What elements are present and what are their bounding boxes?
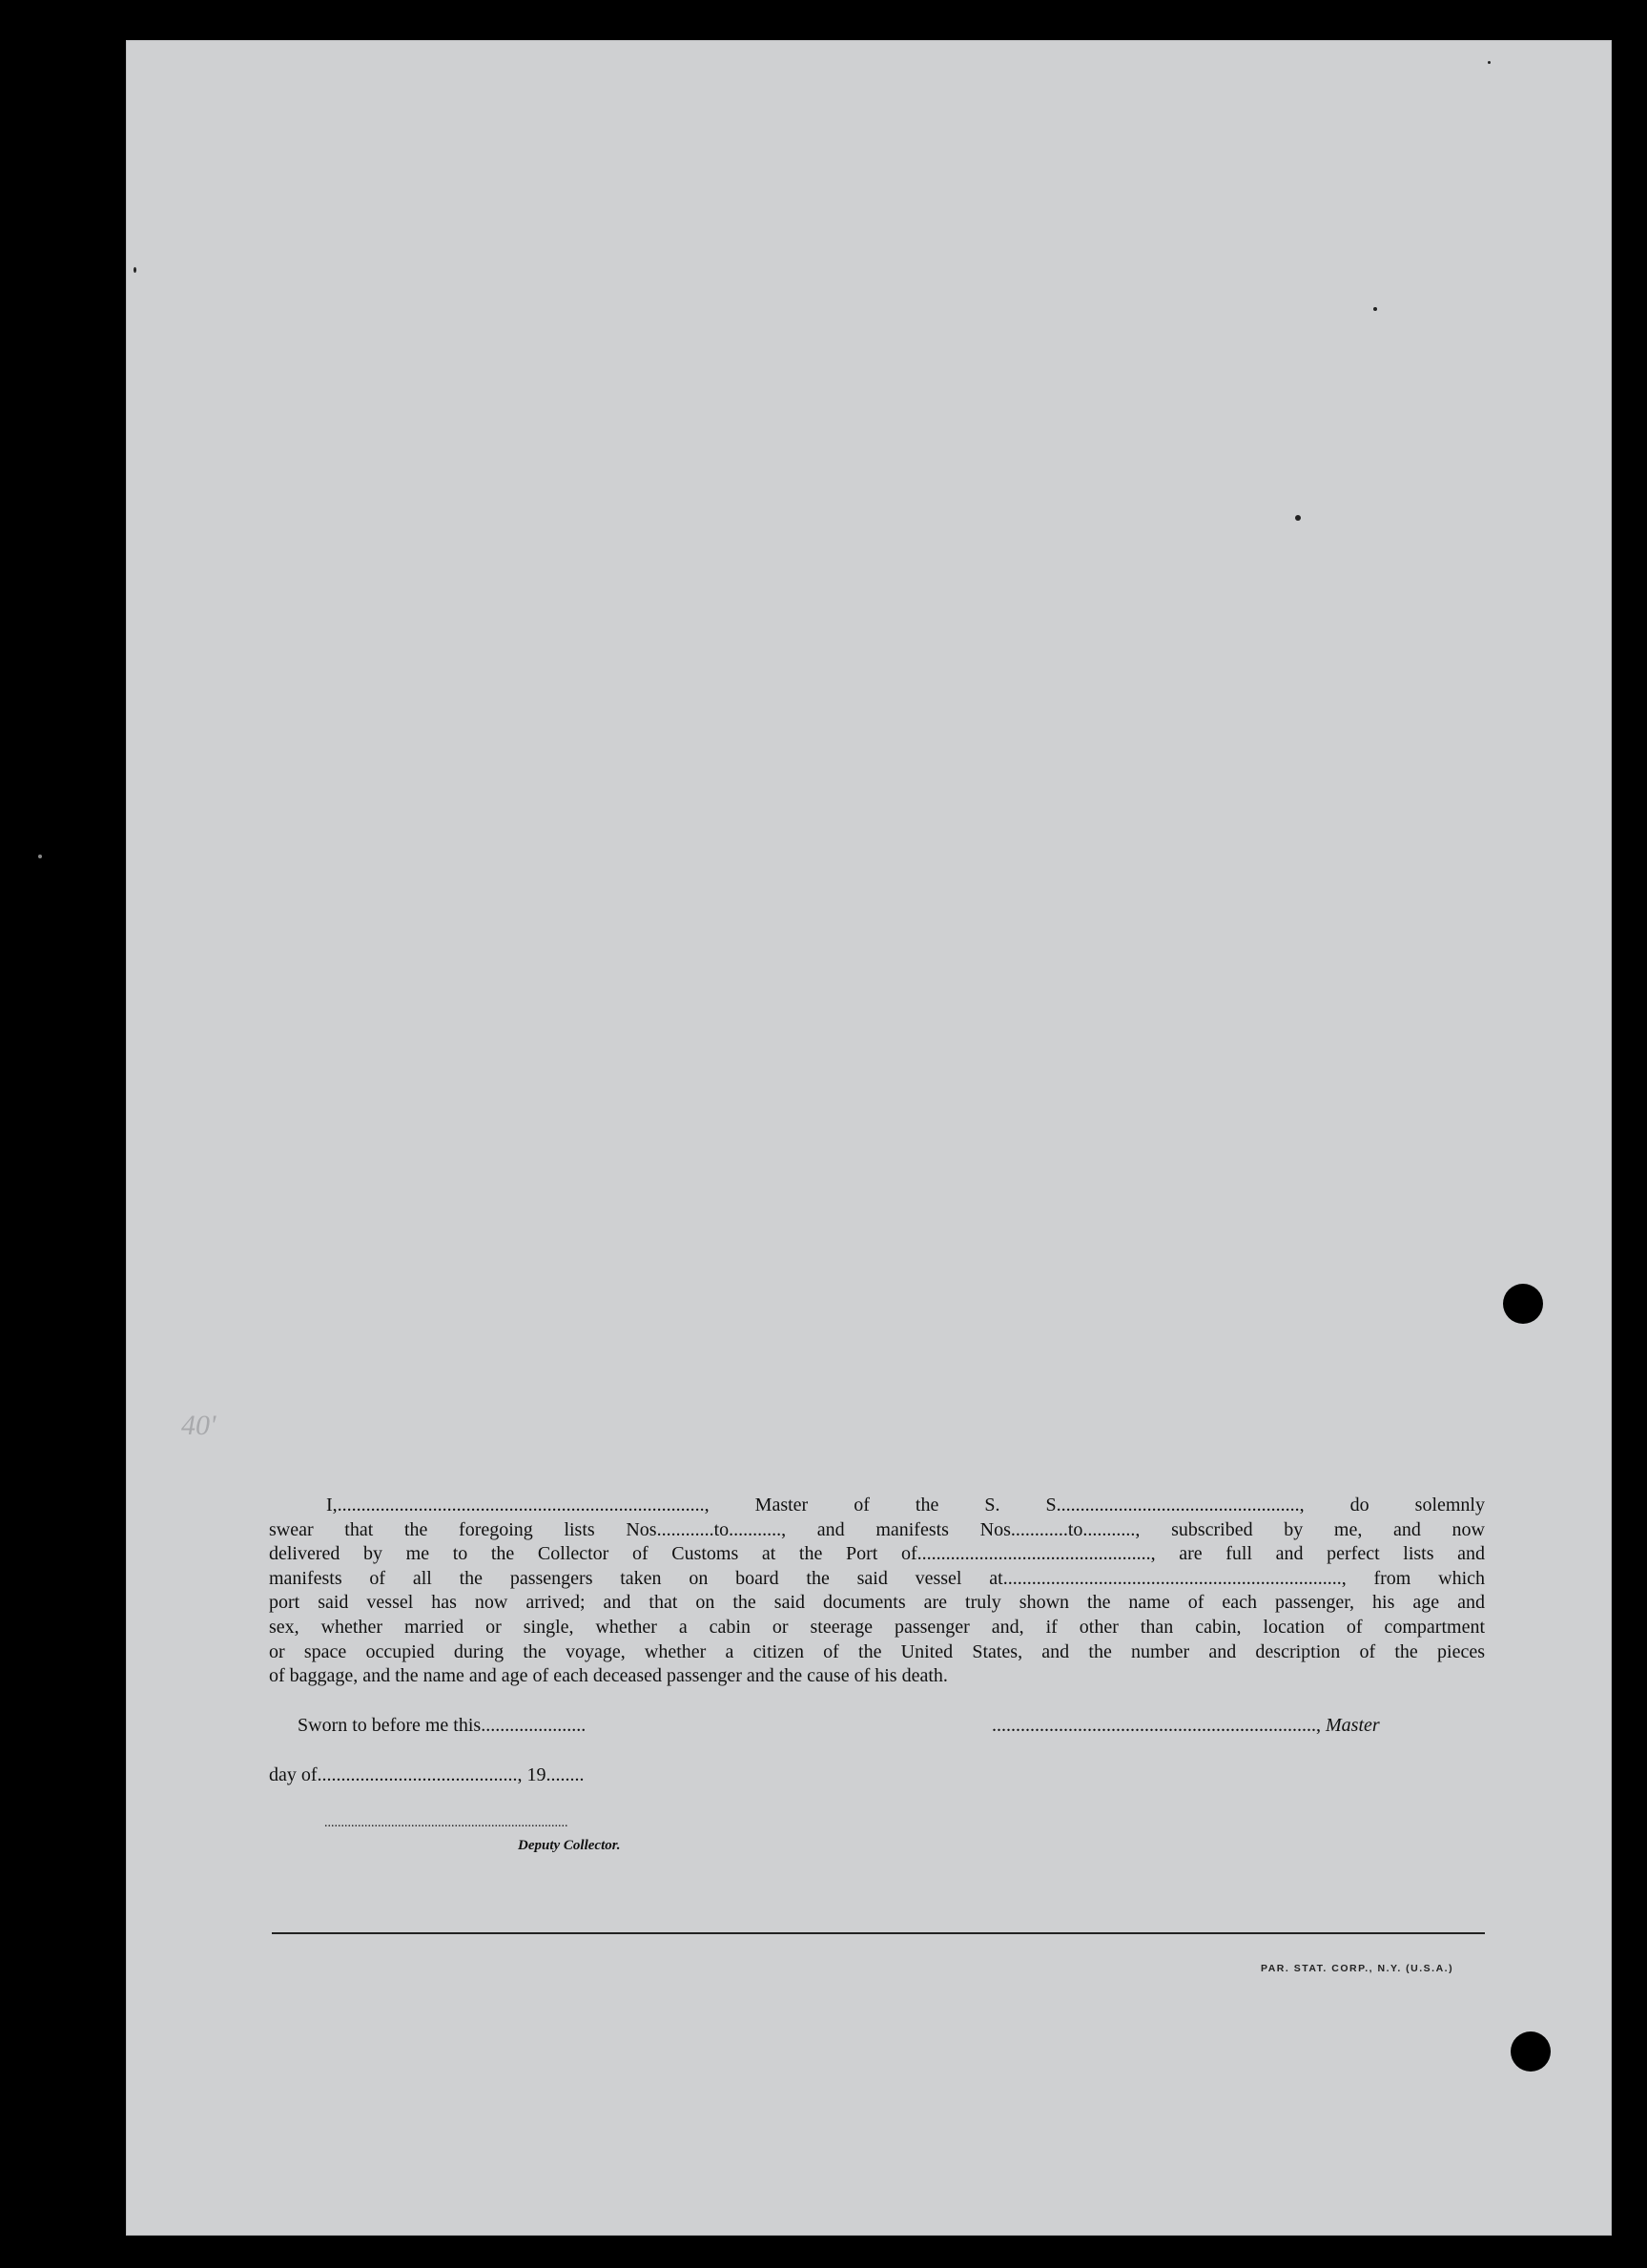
oath-paragraph: [269, 1494, 1485, 1689]
oath-line-8: of baggage, and the name and age of each deceased passenger and the cause of his death.: [269, 1665, 948, 1687]
master-dots: ....................................................................,: [992, 1715, 1326, 1736]
speck: [38, 855, 42, 858]
margin-mark: 40': [181, 1410, 216, 1441]
document-page: [126, 40, 1612, 2236]
oath-line-4: manifests of all the passengers taken on board the said vessel at......................................................................., from which: [269, 1567, 1485, 1589]
printer-imprint: PAR. STAT. CORP., N.Y. (U.S.A.): [1261, 1963, 1454, 1974]
oath-line-6: sex, whether married or single, whether a cabin or steerage passenger and, if other than cabin, location of compartment: [269, 1616, 1485, 1638]
sworn-to-line: Sworn to before me this......................: [298, 1715, 587, 1736]
speck: [1295, 515, 1301, 521]
oath-line-5: port said vessel has now arrived; and that on the said documents are truly shown the name of each passenger, his age and: [269, 1592, 1485, 1614]
master-signature-line: [992, 1715, 1380, 1737]
speck: [1373, 307, 1377, 311]
oath-line-7: or space occupied during the voyage, whether a citizen of the United States, and the number and description of the pieces: [269, 1640, 1485, 1662]
collector-signature-dots: .........................................................................: [324, 1816, 568, 1830]
deputy-collector-label: Deputy Collector.: [518, 1838, 621, 1853]
oath-line-3: delivered by me to the Collector of Customs at the Port of................................................., are full and perfect lists and: [269, 1543, 1485, 1565]
speck: [1488, 61, 1491, 64]
master-label: Master: [1326, 1715, 1380, 1736]
punch-hole-upper: [1503, 1284, 1543, 1324]
footer-rule: [272, 1932, 1485, 1934]
oath-line-1: I,............................................................................., Master of the S. S..................................................., do solemnly: [326, 1495, 1485, 1515]
speck: [134, 267, 136, 273]
day-of-line: day of.........................................., 19........: [269, 1764, 585, 1785]
oath-line-2: swear that the foregoing lists Nos............to..........., and manifests Nos............to..........., subscribed by me, and now: [269, 1518, 1485, 1540]
punch-hole-lower: [1511, 2031, 1551, 2072]
